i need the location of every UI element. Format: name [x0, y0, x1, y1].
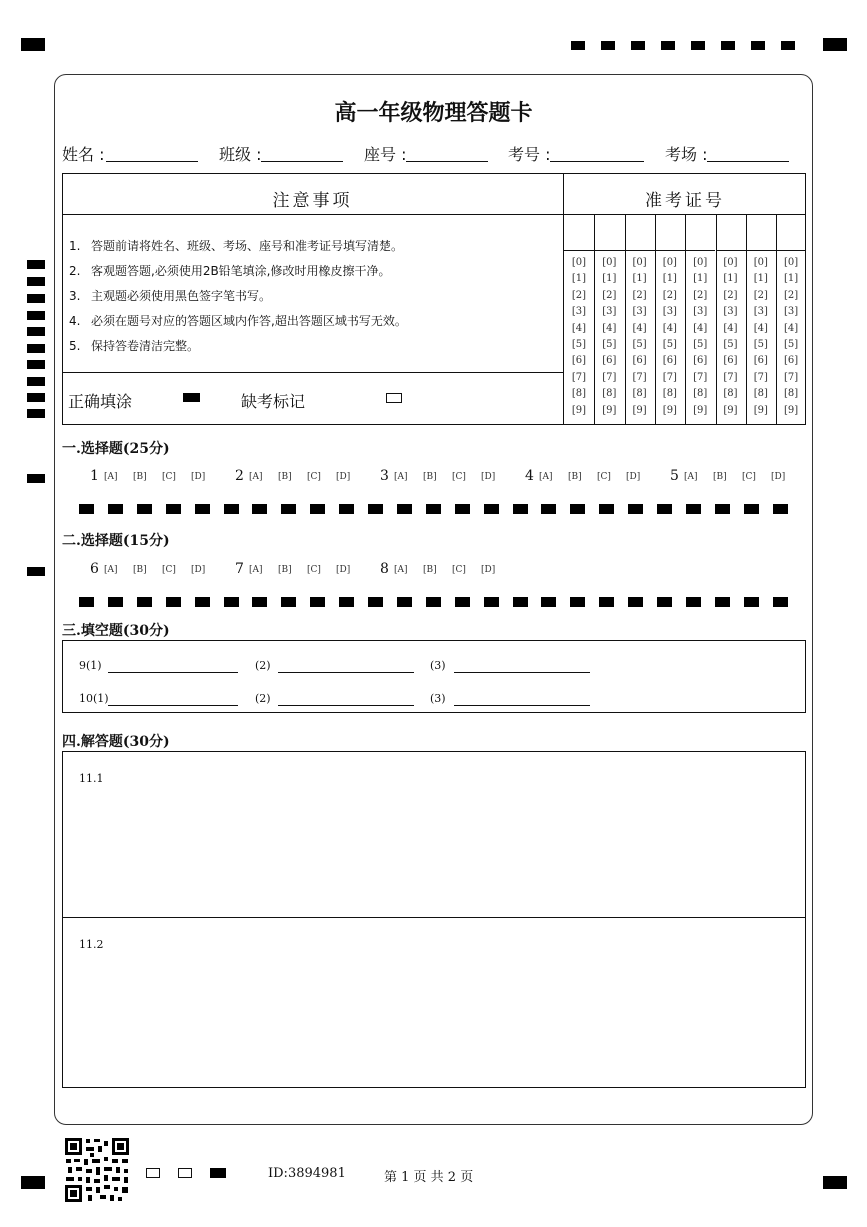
timing-mark [224, 597, 239, 607]
exam-id-digit-bubble[interactable]: [5] [693, 339, 708, 351]
exam-id-digit-bubble[interactable]: [1] [662, 273, 677, 285]
timing-mark [397, 597, 412, 607]
notice-list [69, 234, 407, 359]
exam-id-digit-column [594, 255, 624, 419]
exam-id-digit-bubble[interactable]: [2] [753, 289, 768, 301]
exam-id-digit-bubble[interactable]: [6] [662, 355, 677, 367]
exam-id-title: 准考证号 [645, 191, 725, 211]
exam-id-digit-bubble[interactable]: [4] [784, 322, 799, 334]
side-mark-q1 [27, 474, 45, 483]
timing-mark [657, 597, 672, 607]
timing-mark [513, 504, 528, 514]
timing-mark [252, 504, 267, 514]
exam-id-digit-column [685, 255, 715, 419]
timing-mark [166, 597, 181, 607]
timing-mark [108, 597, 123, 607]
answer-label-11-2: 11.2 [79, 938, 104, 951]
class-field[interactable] [261, 161, 343, 162]
exam-id-digit-bubble[interactable]: [8] [784, 388, 799, 400]
answer-option-bubble[interactable]: [C] [162, 472, 176, 482]
exam-id-digit-bubble[interactable]: [0] [571, 257, 587, 268]
answer-option-bubble[interactable]: [A] [249, 472, 263, 482]
answer-option-bubble[interactable]: [B] [568, 472, 582, 482]
timing-mark [541, 504, 556, 514]
timing-mark [426, 504, 441, 514]
exam-number-field[interactable] [550, 161, 644, 162]
timing-mark [599, 504, 614, 514]
footer-page-number: 第 1 页 共 2 页 [384, 1170, 474, 1185]
answer-option-bubble[interactable]: [B] [423, 565, 437, 575]
section2-title: 二.选择题(15分) [62, 533, 170, 549]
seat-label: 座号 : [364, 145, 407, 164]
answer-option-bubble[interactable]: [C] [597, 472, 611, 482]
fill-line-10-2[interactable] [278, 705, 414, 706]
exam-id-digit-bubble[interactable]: [1] [753, 273, 768, 285]
timing-mark [744, 597, 759, 607]
exam-id-digit-bubble[interactable]: [9] [723, 404, 738, 416]
answer-option-bubble[interactable]: [A] [539, 472, 553, 482]
class-label: 班级 : [219, 145, 262, 164]
question-number: 6 [90, 561, 99, 577]
exam-id-digit-bubble[interactable]: [0] [662, 257, 677, 268]
exam-id-digit-bubble[interactable]: [5] [571, 339, 587, 351]
question-number: 8 [380, 561, 389, 577]
exam-id-digit-bubble[interactable]: [9] [602, 404, 617, 416]
timing-mark [281, 597, 296, 607]
exam-id-digit-bubble[interactable]: [0] [753, 257, 768, 268]
exam-id-digit-bubble[interactable]: [8] [602, 388, 617, 400]
timing-mark [166, 504, 181, 514]
answer-option-bubble[interactable]: [D] [336, 565, 351, 575]
exam-id-digit-bubble[interactable]: [3] [753, 306, 768, 318]
exam-id-digit-bubble[interactable]: [5] [602, 339, 617, 351]
timing-mark [339, 597, 354, 607]
fill-label-9-3: (3) [430, 659, 446, 672]
correct-fill-sample [183, 393, 200, 402]
exam-id-digit-bubble[interactable]: [4] [602, 322, 617, 334]
legend-divider [62, 372, 564, 373]
exam-id-digit-bubble[interactable]: [8] [632, 388, 647, 400]
exam-id-digit-bubble[interactable]: [7] [632, 371, 647, 383]
timing-mark [601, 41, 615, 50]
exam-id-digit-bubble[interactable]: [3] [662, 306, 677, 318]
fill-line-9-3[interactable] [454, 672, 590, 673]
exam-id-digit-bubble[interactable]: [5] [723, 339, 738, 351]
timing-mark [751, 41, 765, 50]
side-mark [27, 409, 45, 418]
answer-option-bubble[interactable]: [B] [133, 472, 147, 482]
side-mark [27, 344, 45, 353]
exam-id-digit-bubble[interactable]: [7] [784, 371, 799, 383]
exam-id-write-cell[interactable] [625, 215, 655, 251]
answer-option-bubble[interactable]: [B] [713, 472, 727, 482]
exam-id-digit-bubble[interactable]: [2] [784, 289, 799, 301]
exam-id-digit-bubble[interactable]: [3] [784, 306, 799, 318]
exam-room-label: 考场 : [665, 145, 708, 164]
seat-field[interactable] [406, 161, 488, 162]
question-number: 3 [380, 468, 389, 484]
timing-mark [484, 504, 499, 514]
fill-label-9-2: (2) [255, 659, 271, 672]
exam-id-digit-bubble[interactable]: [4] [753, 322, 768, 334]
corner-mark-bottom-left [21, 1176, 45, 1189]
answer-option-bubble[interactable]: [A] [394, 472, 408, 482]
question-number: 2 [235, 468, 244, 484]
exam-id-digit-bubble[interactable]: [9] [662, 404, 677, 416]
answer-option-bubble[interactable]: [C] [307, 565, 321, 575]
exam-id-digit-bubble[interactable]: [2] [723, 289, 738, 301]
answer-option-bubble[interactable]: [A] [249, 565, 263, 575]
timing-mark [426, 597, 441, 607]
answer-option-bubble[interactable]: [B] [278, 472, 292, 482]
timing-mark [686, 504, 701, 514]
exam-id-digit-bubble[interactable]: [3] [723, 306, 738, 318]
footer-box-2 [178, 1168, 192, 1178]
exam-id-digit-bubble[interactable]: [9] [693, 404, 708, 416]
exam-id-digit-column [776, 255, 806, 419]
timing-mark [368, 597, 383, 607]
notice-item: 4. 必须在题号对应的答题区域内作答,超出答题区域书写无效。 [69, 314, 407, 328]
side-mark [27, 327, 45, 336]
timing-mark [599, 597, 614, 607]
exam-id-write-cell[interactable] [716, 215, 746, 251]
exam-id-digit-bubble[interactable]: [3] [602, 306, 617, 318]
exam-id-digit-bubble[interactable]: [7] [571, 371, 587, 383]
exam-id-digit-bubble[interactable]: [0] [602, 257, 617, 268]
exam-id-digit-column [716, 255, 746, 419]
exam-id-digit-bubble[interactable]: [5] [632, 339, 647, 351]
timing-mark [541, 597, 556, 607]
exam-id-digit-bubble[interactable]: [6] [632, 355, 647, 367]
exam-id-digit-bubble[interactable]: [9] [753, 404, 768, 416]
page-title: 高一年级物理答题卡 [334, 101, 533, 126]
side-mark [27, 393, 45, 402]
fill-line-9-1[interactable] [108, 672, 238, 673]
timing-mark [691, 41, 705, 50]
timing-mark [397, 504, 412, 514]
answer-option-bubble[interactable]: [C] [162, 565, 176, 575]
timing-mark [628, 504, 643, 514]
absent-mark-checkbox[interactable] [386, 393, 402, 403]
timing-mark [79, 504, 94, 514]
exam-id-digit-bubble[interactable]: [6] [571, 355, 587, 367]
timing-mark [484, 597, 499, 607]
timing-mark [310, 504, 325, 514]
exam-id-digit-bubble[interactable]: [8] [723, 388, 738, 400]
answer-option-bubble[interactable]: [D] [626, 472, 641, 482]
absent-mark-label: 缺考标记 [241, 392, 306, 411]
exam-id-digit-bubble[interactable]: [2] [693, 289, 708, 301]
name-field[interactable] [106, 161, 198, 162]
timing-mark [744, 504, 759, 514]
section1-title: 一.选择题(25分) [62, 441, 170, 457]
answer-option-bubble[interactable]: [B] [423, 472, 437, 482]
notice-item: 1. 答题前请将姓名、班级、考场、座号和准考证号填写清楚。 [69, 239, 404, 253]
timing-mark [571, 41, 585, 50]
exam-id-digit-bubble[interactable]: [9] [632, 404, 647, 416]
exam-id-digit-bubble[interactable]: [3] [571, 306, 587, 318]
timing-mark [252, 597, 267, 607]
qr-code-icon [64, 1137, 130, 1203]
answer-option-bubble[interactable]: [D] [191, 472, 206, 482]
answer-option-bubble[interactable]: [B] [133, 565, 147, 575]
side-mark-q6 [27, 567, 45, 576]
answer-area-11-2[interactable] [62, 917, 806, 1088]
exam-id-digit-bubble[interactable]: [2] [632, 289, 647, 301]
corner-mark-bottom-right [823, 1176, 847, 1189]
exam-id-write-cell[interactable] [685, 215, 715, 251]
side-mark [27, 377, 45, 386]
exam-id-digit-bubble[interactable]: [4] [723, 322, 738, 334]
timing-mark [773, 504, 788, 514]
timing-mark [721, 41, 735, 50]
answer-option-bubble[interactable]: [C] [307, 472, 321, 482]
timing-mark [513, 597, 528, 607]
timing-mark [686, 597, 701, 607]
side-mark [27, 277, 45, 286]
timing-mark [570, 504, 585, 514]
exam-id-digit-bubble[interactable]: [1] [693, 273, 708, 285]
exam-id-digit-bubble[interactable]: [8] [753, 388, 768, 400]
fill-label-9-1: 9(1) [79, 659, 102, 672]
fill-line-9-2[interactable] [278, 672, 414, 673]
side-mark [27, 360, 45, 369]
side-mark [27, 294, 45, 303]
exam-id-digit-bubble[interactable]: [7] [693, 371, 708, 383]
exam-id-digit-bubble[interactable]: [0] [723, 257, 738, 268]
answer-option-bubble[interactable]: [A] [394, 565, 408, 575]
exam-id-digit-bubble[interactable]: [6] [693, 355, 708, 367]
timing-mark [455, 597, 470, 607]
exam-id-digit-bubble[interactable]: [5] [662, 339, 677, 351]
timing-mark [79, 597, 94, 607]
notice-item: 5. 保持答卷清洁完整。 [69, 339, 200, 353]
fill-line-10-1[interactable] [108, 705, 238, 706]
answer-option-bubble[interactable]: [D] [481, 565, 496, 575]
exam-id-digit-bubble[interactable]: [7] [602, 371, 617, 383]
timing-mark [715, 504, 730, 514]
question-number: 1 [90, 468, 99, 484]
question-number: 5 [670, 468, 679, 484]
timing-mark [137, 504, 152, 514]
timing-mark [368, 504, 383, 514]
exam-id-digit-bubble[interactable]: [6] [784, 355, 799, 367]
side-mark [27, 260, 45, 269]
timing-mark [781, 41, 795, 50]
exam-id-digit-bubble[interactable]: [3] [632, 306, 647, 318]
name-label: 姓名 : [62, 145, 105, 164]
exam-id-digit-column [746, 255, 776, 419]
answer-option-bubble[interactable]: [B] [278, 565, 292, 575]
timing-mark [310, 597, 325, 607]
timing-mark [137, 597, 152, 607]
timing-mark [455, 504, 470, 514]
exam-id-digit-bubble[interactable]: [6] [753, 355, 768, 367]
exam-id-digit-bubble[interactable]: [3] [693, 306, 708, 318]
answer-option-bubble[interactable]: [D] [771, 472, 786, 482]
answer-label-11-1: 11.1 [79, 772, 104, 785]
exam-id-write-cell[interactable] [655, 215, 685, 251]
exam-id-digit-bubble[interactable]: [0] [693, 257, 708, 268]
exam-id-digit-bubble[interactable]: [4] [693, 322, 708, 334]
exam-id-digit-bubble[interactable]: [6] [602, 355, 617, 367]
exam-id-digit-bubble[interactable]: [7] [723, 371, 738, 383]
answer-option-bubble[interactable]: [D] [336, 472, 351, 482]
exam-id-digit-bubble[interactable]: [8] [693, 388, 708, 400]
answer-area-11-1[interactable] [62, 751, 806, 918]
answer-option-bubble[interactable]: [C] [742, 472, 756, 482]
exam-id-digit-bubble[interactable]: [0] [784, 257, 799, 268]
answer-option-bubble[interactable]: [C] [452, 472, 466, 482]
section4-title: 四.解答题(30分) [62, 734, 170, 750]
exam-id-digit-bubble[interactable]: [2] [571, 289, 587, 301]
footer-filled-box [210, 1168, 226, 1178]
timing-mark [661, 41, 675, 50]
answer-option-bubble[interactable]: [C] [452, 565, 466, 575]
exam-id-digit-bubble[interactable]: [1] [632, 273, 647, 285]
timing-mark [657, 504, 672, 514]
exam-id-write-cell[interactable] [594, 215, 624, 251]
footer-box-1 [146, 1168, 160, 1178]
timing-mark [715, 597, 730, 607]
notice-title: 注意事项 [272, 191, 353, 211]
footer-id: ID:3894981 [268, 1166, 346, 1181]
exam-id-digit-bubble[interactable]: [9] [571, 404, 587, 416]
exam-number-label: 考号 : [508, 145, 551, 164]
answer-option-bubble[interactable]: [A] [104, 472, 118, 482]
fill-line-10-3[interactable] [454, 705, 590, 706]
correct-fill-label: 正确填涂 [68, 392, 133, 411]
section3-title: 三.填空题(30分) [62, 623, 170, 639]
timing-mark [570, 597, 585, 607]
exam-id-digit-bubble[interactable]: [5] [784, 339, 799, 351]
exam-id-digit-bubble[interactable]: [1] [602, 273, 617, 285]
exam-id-digit-bubble[interactable]: [6] [723, 355, 738, 367]
question-number: 4 [525, 468, 534, 484]
exam-id-digit-bubble[interactable]: [1] [784, 273, 799, 285]
exam-id-digit-bubble[interactable]: [8] [662, 388, 677, 400]
exam-id-digit-bubble[interactable]: [1] [723, 273, 738, 285]
exam-id-digit-bubble[interactable]: [5] [753, 339, 768, 351]
exam-id-digit-bubble[interactable]: [4] [632, 322, 647, 334]
answer-option-bubble[interactable]: [D] [481, 472, 496, 482]
timing-mark [339, 504, 354, 514]
exam-id-digit-bubble[interactable]: [4] [571, 322, 587, 334]
timing-mark [108, 504, 123, 514]
exam-id-digit-bubble[interactable]: [2] [602, 289, 617, 301]
exam-id-digit-column [625, 255, 655, 419]
fill-label-10-2: (2) [255, 692, 271, 705]
exam-id-digit-bubble[interactable]: [1] [571, 273, 587, 285]
answer-option-bubble[interactable]: [D] [191, 565, 206, 575]
exam-id-digit-bubble[interactable]: [2] [662, 289, 677, 301]
fill-label-10-3: (3) [430, 692, 446, 705]
answer-option-bubble[interactable]: [A] [684, 472, 698, 482]
exam-id-digit-bubble[interactable]: [9] [784, 404, 799, 416]
notice-item: 3. 主观题必须使用黑色签字笔书写。 [69, 289, 272, 303]
timing-mark [773, 597, 788, 607]
exam-id-digit-bubble[interactable]: [4] [662, 322, 677, 334]
timing-mark [195, 504, 210, 514]
exam-id-digit-bubble[interactable]: [7] [662, 371, 677, 383]
exam-room-field[interactable] [707, 161, 789, 162]
exam-id-digit-bubble[interactable]: [8] [571, 388, 587, 400]
exam-id-write-cell[interactable] [564, 215, 594, 251]
exam-id-digit-column [564, 255, 594, 419]
exam-id-digit-column [655, 255, 685, 419]
question-number: 7 [235, 561, 244, 577]
exam-id-digit-bubble[interactable]: [7] [753, 371, 768, 383]
timing-mark [628, 597, 643, 607]
answer-option-bubble[interactable]: [A] [104, 565, 118, 575]
exam-id-write-cell[interactable] [776, 215, 806, 251]
side-mark [27, 311, 45, 320]
fill-label-10-1: 10(1) [79, 692, 109, 705]
notice-item: 2. 客观题答题,必须使用2B铅笔填涂,修改时用橡皮擦干净。 [69, 264, 391, 278]
timing-mark [224, 504, 239, 514]
exam-id-digit-bubble[interactable]: [0] [632, 257, 647, 268]
corner-mark-top-right [823, 38, 847, 51]
corner-mark-top-left [21, 38, 45, 51]
timing-mark [281, 504, 296, 514]
timing-mark [195, 597, 210, 607]
exam-id-write-cell[interactable] [746, 215, 776, 251]
timing-mark [631, 41, 645, 50]
